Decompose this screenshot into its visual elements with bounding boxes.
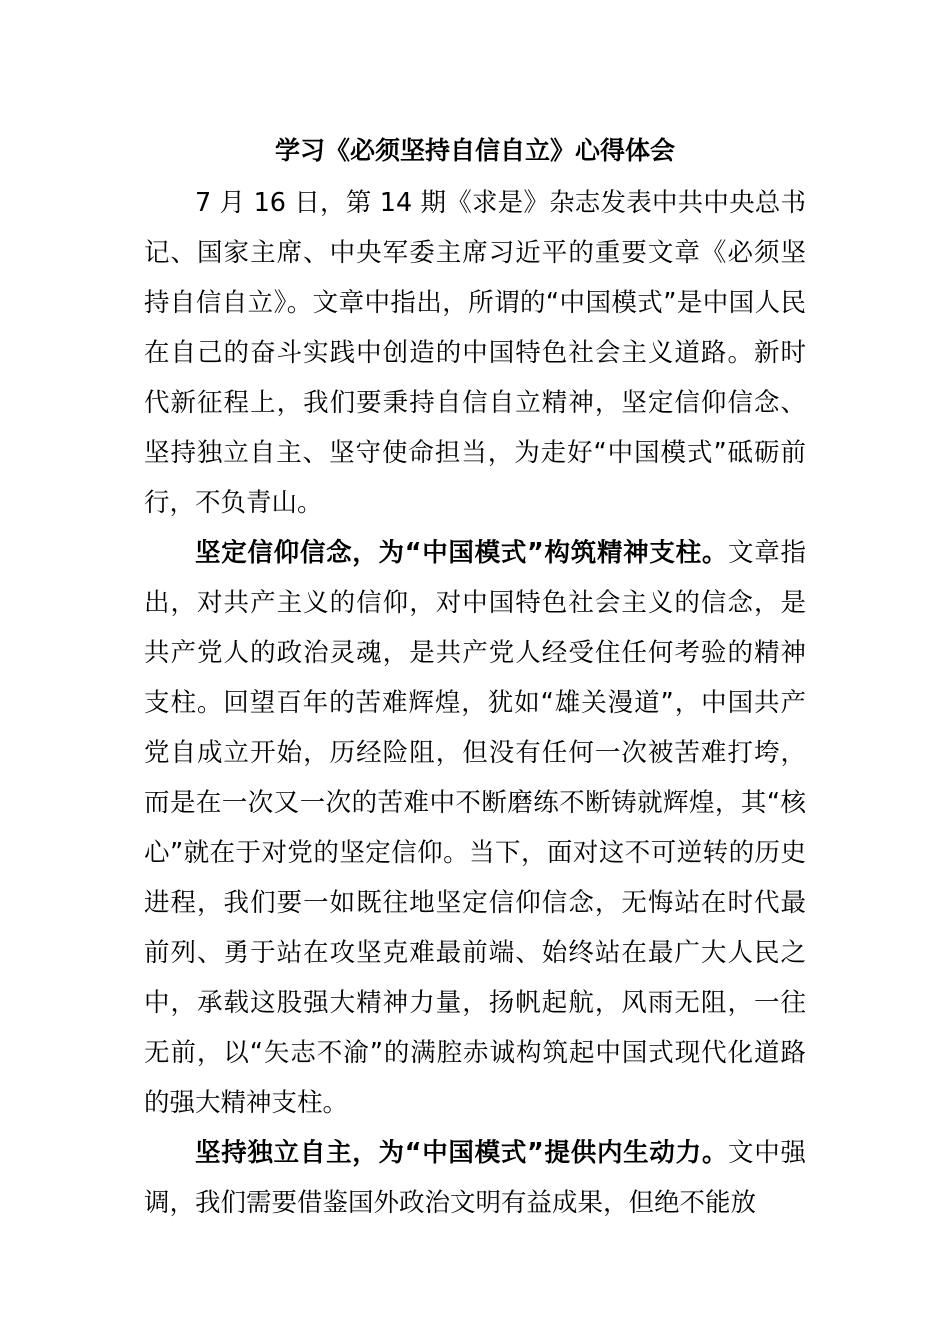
paragraph-lead-heading: 坚持独立自主，为“中国模式”提供内生动力。: [195, 1138, 729, 1168]
paragraph-intro: [144, 178, 806, 528]
paragraph-text: 文章指出，对共产主义的信仰，对中国特色社会主义的信念，是共产党人的政治灵魂，是共产党人经受住任何考验的精神支柱。回望百年的苦难辉煌，犹如“雄关漫道”，中国共产党自成立开始，历经险阻，但没有任何一次被苦难打垮，而是在一次又一次的苦难中不断磨练不断铸就辉煌，其“核心”就在于对党的坚定信仰。当下，面对这不可逆转的历史进程，我们要一如既往地坚定信仰信念，无悔站在时代最前列、勇于站在攻坚克难最前端、始终站在最广大人民之中，承载这股强大精神力量，扬帆起航，风雨无阻，一往无前，以“矢志不渝”的满腔赤诚构筑起中国式现代化道路的强大精神支柱。: [144, 538, 806, 1118]
paragraph-text: 文中强调，我们需要借鉴国外政治文明有益成果，但绝不能放: [144, 1138, 806, 1218]
document-body: [144, 178, 806, 1228]
paragraph-text: 7 月 16 日，第 14 期《求是》杂志发表中共中央总书记、国家主席、中央军委主席习近平的重要文章《必须坚持自信自立》。文章中指出，所谓的“中国模式”是中国人民在自己的奋斗实践中创造的中国特色社会主义道路。新时代新征程上，我们要秉持自信自立精神，坚定信仰信念、坚持独立自主、坚守使命担当，为走好“中国模式”砥砺前行，不负青山。: [144, 188, 806, 518]
document-title: 学习《必须坚持自信自立》心得体会: [274, 136, 675, 165]
paragraph-lead-heading: 坚定信仰信念，为“中国模式”构筑精神支柱。: [195, 538, 729, 568]
paragraph-independence: [144, 1128, 806, 1228]
paragraph-faith: [144, 528, 806, 1128]
